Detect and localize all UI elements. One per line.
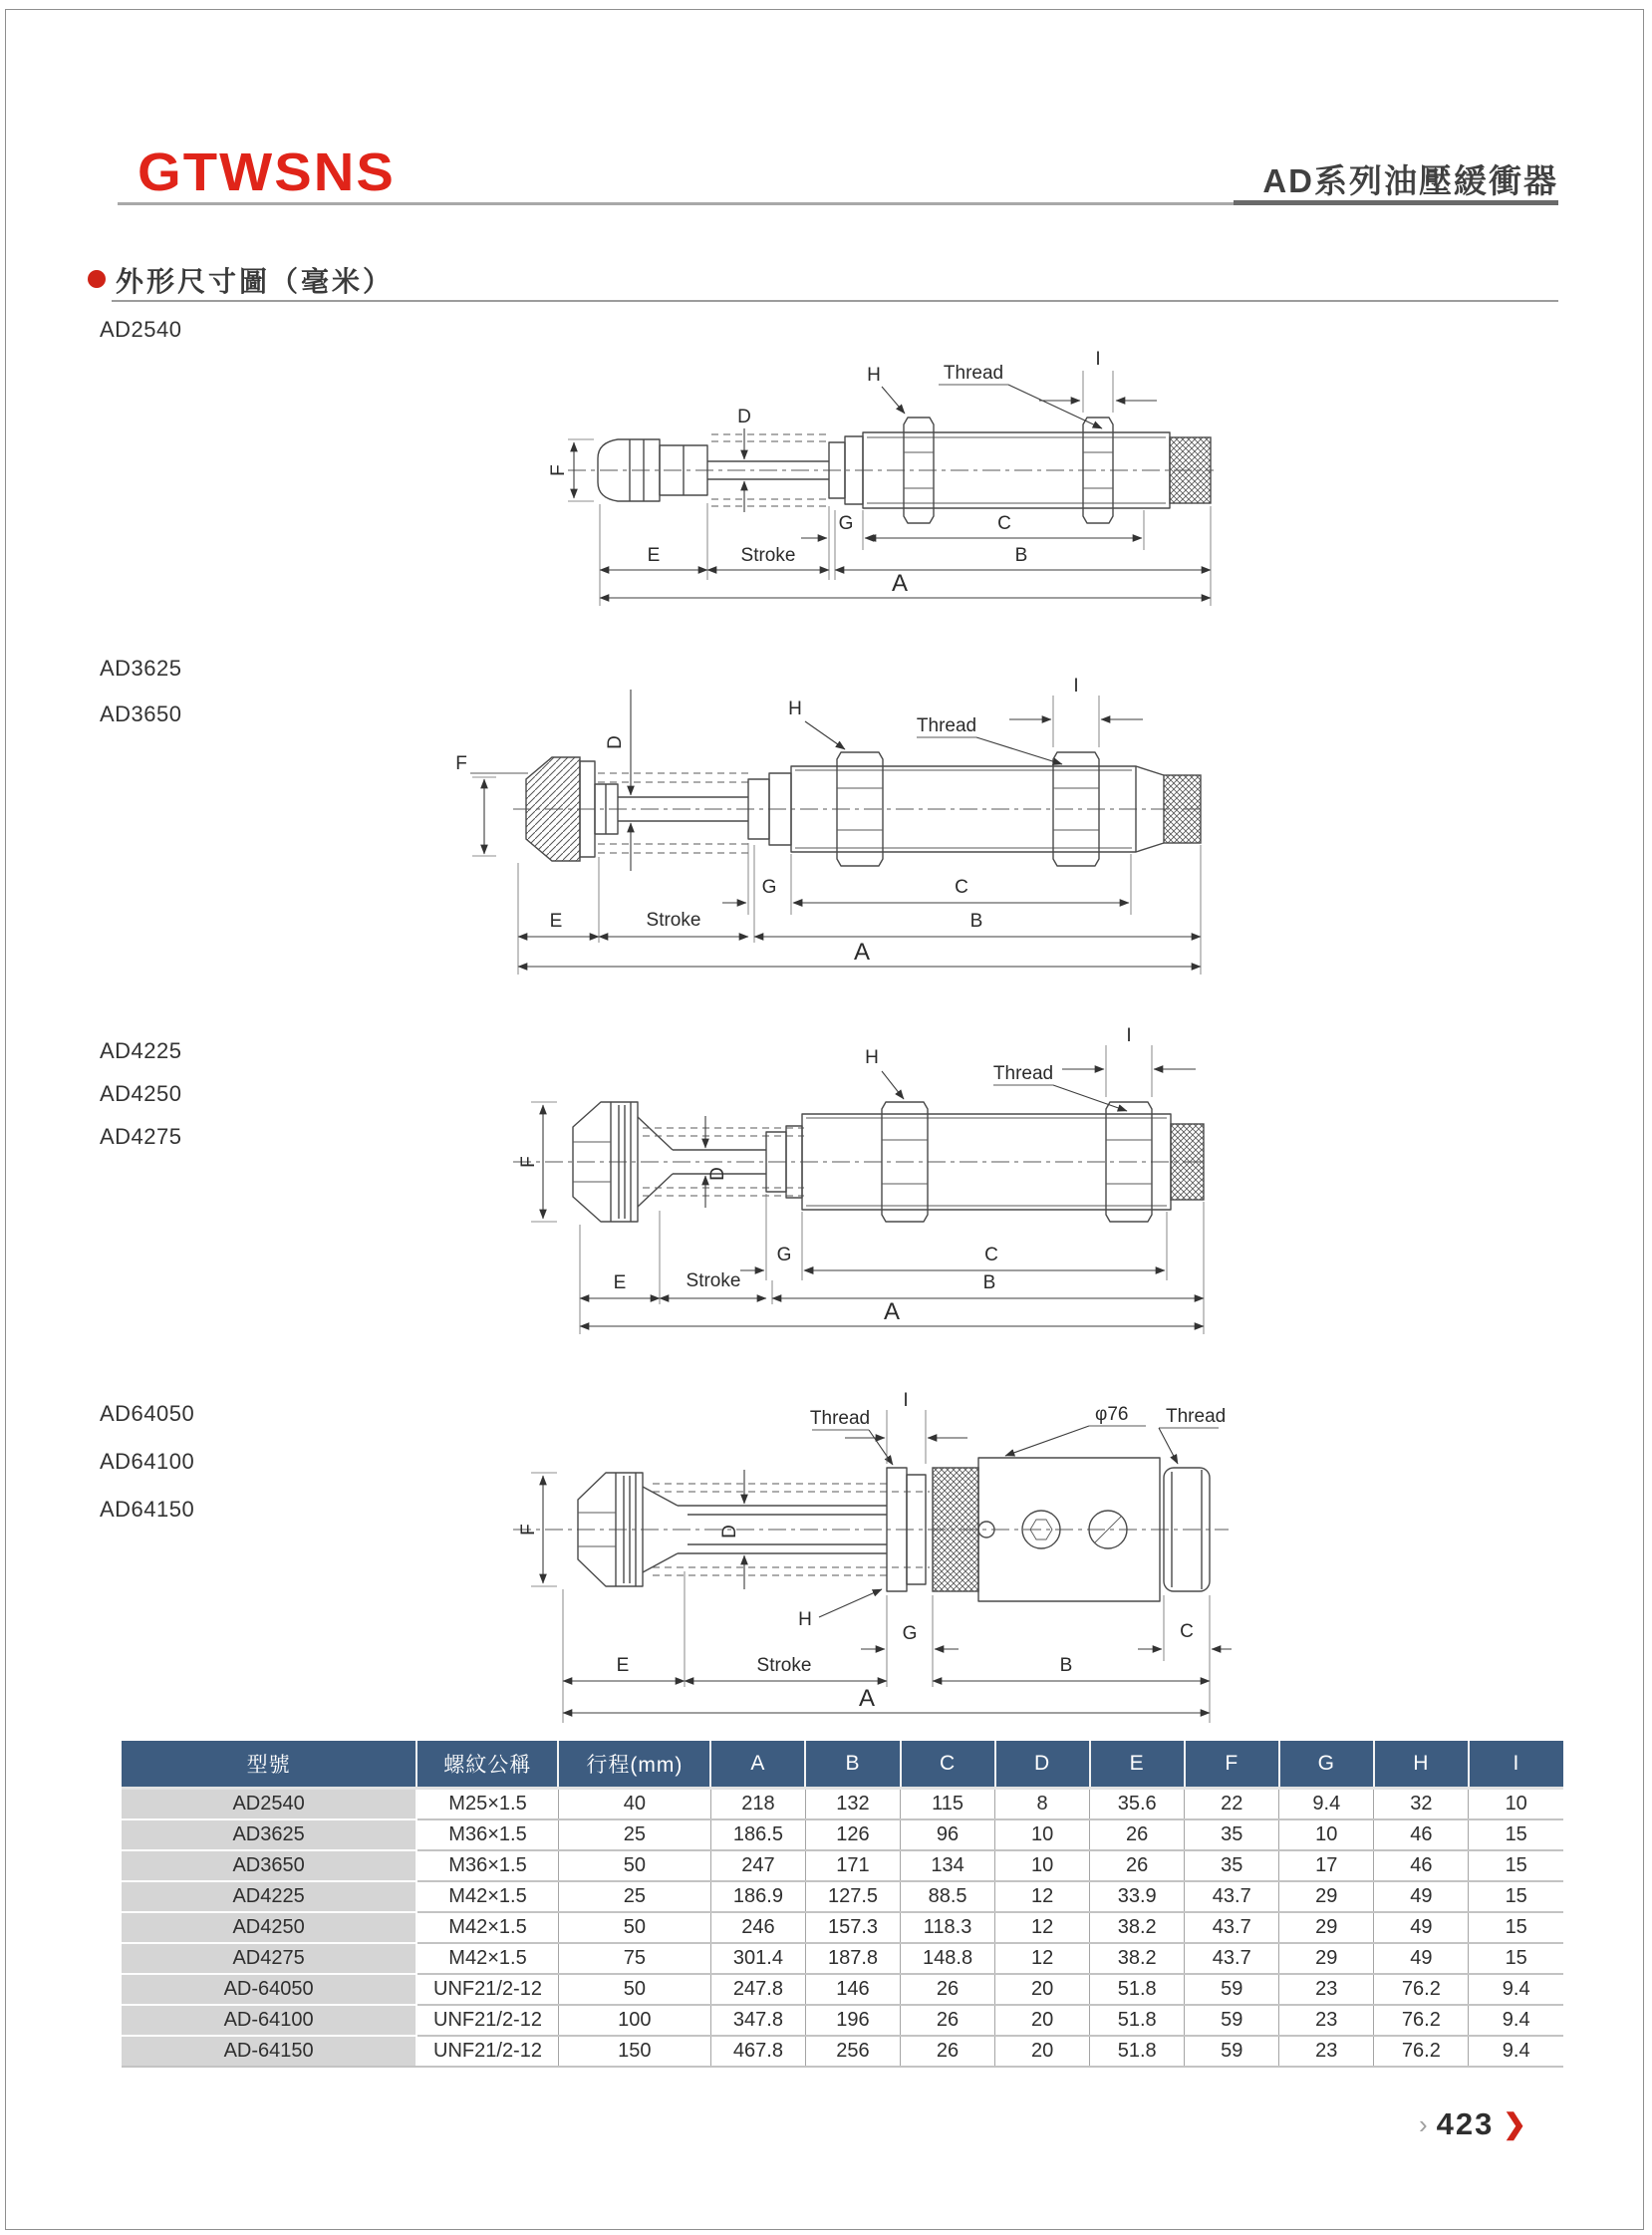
dimension-drawing-ad3625-ad3650 <box>319 658 1206 1016</box>
column-header: D <box>995 1741 1090 1789</box>
value-cell: 150 <box>558 2036 710 2067</box>
model-label: AD4250 <box>100 1081 182 1106</box>
bullet-icon <box>88 270 106 288</box>
dim-label-Stroke: Stroke <box>686 1270 741 1291</box>
dim-label-B: B <box>982 1272 996 1293</box>
dim-label-A: A <box>858 1685 876 1712</box>
spec-table-header-row <box>122 1741 1563 1789</box>
table-row <box>122 1819 1563 1850</box>
value-cell: 96 <box>901 1819 995 1850</box>
model-label: AD3625 <box>100 656 182 681</box>
dim-label-F: F <box>548 464 569 476</box>
value-cell: 15 <box>1469 1850 1563 1881</box>
value-cell: 171 <box>805 1850 900 1881</box>
value-cell: 347.8 <box>710 2005 805 2036</box>
table-row <box>122 1881 1563 1912</box>
value-cell: M25×1.5 <box>416 1789 558 1820</box>
page-number: 423 <box>1436 2106 1495 2141</box>
value-cell: 126 <box>805 1819 900 1850</box>
dim-label-Stroke: Stroke <box>646 910 701 931</box>
dim-label-Stroke: Stroke <box>740 545 796 566</box>
dim-label-G: G <box>902 1623 918 1644</box>
dim-label-phi76: φ76 <box>1095 1404 1129 1425</box>
dim-label-I: I <box>1095 349 1101 370</box>
value-cell: 15 <box>1469 1943 1563 1974</box>
column-header: 螺紋公稱 <box>416 1741 558 1789</box>
value-cell: 12 <box>995 1943 1090 1974</box>
value-cell: 43.7 <box>1185 1912 1279 1943</box>
value-cell: 115 <box>901 1789 995 1820</box>
value-cell: 10 <box>1279 1819 1374 1850</box>
series-title: AD系列油壓緩衝器 <box>1262 162 1558 199</box>
dim-label-Thread2: Thread <box>1166 1406 1227 1427</box>
model-label: AD2540 <box>100 317 182 342</box>
dim-label-G: G <box>838 513 854 534</box>
dim-label-C: C <box>1180 1621 1194 1642</box>
model-label: AD64050 <box>100 1401 195 1426</box>
model-cell: AD3625 <box>122 1819 416 1850</box>
dim-label-D: D <box>707 1167 728 1181</box>
dim-label-Thread: Thread <box>916 715 977 736</box>
dim-label-Thread: Thread <box>809 1408 871 1429</box>
table-row <box>122 1912 1563 1943</box>
dim-label-D: D <box>605 735 626 749</box>
model-cell: AD-64150 <box>122 2036 416 2067</box>
model-label: AD4225 <box>100 1038 182 1063</box>
value-cell: 35.6 <box>1090 1789 1185 1820</box>
dimension-lines <box>518 1025 1204 1334</box>
value-cell: 76.2 <box>1374 1974 1469 2005</box>
value-cell: 23 <box>1279 2036 1374 2067</box>
prev-page-icon: › <box>1419 2108 1428 2139</box>
value-cell: 43.7 <box>1185 1881 1279 1912</box>
model-label: AD3650 <box>100 701 182 726</box>
value-cell: 49 <box>1374 1881 1469 1912</box>
dim-label-H: H <box>798 1609 812 1630</box>
header-divider-accent <box>1234 200 1558 205</box>
value-cell: 20 <box>995 2005 1090 2036</box>
value-cell: 50 <box>558 1912 710 1943</box>
dim-label-E: E <box>613 1272 627 1293</box>
dim-label-A: A <box>853 939 871 966</box>
value-cell: 256 <box>805 2036 900 2067</box>
dim-label-H: H <box>867 365 881 386</box>
column-header: 行程(mm) <box>558 1741 710 1789</box>
value-cell: 23 <box>1279 2005 1374 2036</box>
value-cell: 301.4 <box>710 1943 805 1974</box>
dim-label-Thread: Thread <box>943 363 1004 384</box>
value-cell: 20 <box>995 2036 1090 2067</box>
dimension-lines <box>548 349 1211 606</box>
value-cell: 467.8 <box>710 2036 805 2067</box>
dim-label-A: A <box>891 570 909 597</box>
value-cell: 9.4 <box>1469 2005 1563 2036</box>
column-header: C <box>901 1741 995 1789</box>
dim-label-C: C <box>955 877 968 898</box>
value-cell: 247.8 <box>710 1974 805 2005</box>
table-row <box>122 1943 1563 1974</box>
dim-label-D: D <box>737 407 751 427</box>
model-label: AD64100 <box>100 1449 195 1474</box>
value-cell: 35 <box>1185 1819 1279 1850</box>
column-header: F <box>1185 1741 1279 1789</box>
value-cell: 25 <box>558 1819 710 1850</box>
value-cell: 76.2 <box>1374 2036 1469 2067</box>
column-header: H <box>1374 1741 1469 1789</box>
value-cell: 9.4 <box>1279 1789 1374 1820</box>
dim-label-B: B <box>1014 545 1028 566</box>
value-cell: 187.8 <box>805 1943 900 1974</box>
value-cell: 38.2 <box>1090 1943 1185 1974</box>
dim-label-E: E <box>647 545 661 566</box>
value-cell: 10 <box>1469 1789 1563 1820</box>
model-cell: AD-64100 <box>122 2005 416 2036</box>
page-footer <box>1419 2108 1526 2139</box>
value-cell: M42×1.5 <box>416 1943 558 1974</box>
value-cell: 146 <box>805 1974 900 2005</box>
value-cell: 22 <box>1185 1789 1279 1820</box>
dim-label-G: G <box>776 1245 792 1265</box>
dimension-lines <box>518 1390 1232 1723</box>
model-cell: AD4275 <box>122 1943 416 1974</box>
value-cell: M42×1.5 <box>416 1912 558 1943</box>
value-cell: 218 <box>710 1789 805 1820</box>
value-cell: 246 <box>710 1912 805 1943</box>
value-cell: 132 <box>805 1789 900 1820</box>
value-cell: 50 <box>558 1974 710 2005</box>
next-page-icon: ❯ <box>1503 2107 1526 2139</box>
value-cell: 186.5 <box>710 1819 805 1850</box>
dim-label-C: C <box>997 513 1011 534</box>
value-cell: 49 <box>1374 1912 1469 1943</box>
value-cell: 29 <box>1279 1881 1374 1912</box>
value-cell: 59 <box>1185 2036 1279 2067</box>
table-row <box>122 2005 1563 2036</box>
absorber-outline <box>513 1102 1204 1222</box>
value-cell: 127.5 <box>805 1881 900 1912</box>
model-cell: AD2540 <box>122 1789 416 1820</box>
dim-label-Stroke: Stroke <box>756 1655 812 1676</box>
value-cell: 100 <box>558 2005 710 2036</box>
value-cell: 40 <box>558 1789 710 1820</box>
dim-label-C: C <box>984 1245 998 1265</box>
absorber-outline <box>513 752 1204 866</box>
value-cell: 196 <box>805 2005 900 2036</box>
dim-label-I: I <box>1073 676 1079 697</box>
value-cell: UNF21/2-12 <box>416 2005 558 2036</box>
model-cell: AD3650 <box>122 1850 416 1881</box>
dim-label-I: I <box>1126 1025 1132 1046</box>
value-cell: 25 <box>558 1881 710 1912</box>
column-header: 型號 <box>122 1741 416 1789</box>
column-header: I <box>1469 1741 1563 1789</box>
column-header: A <box>710 1741 805 1789</box>
value-cell: M36×1.5 <box>416 1850 558 1881</box>
value-cell: 51.8 <box>1090 2005 1185 2036</box>
value-cell: 75 <box>558 1943 710 1974</box>
column-header: E <box>1090 1741 1185 1789</box>
dim-label-H: H <box>788 698 802 719</box>
dimension-drawing-ad64050-ad64100-ad64150 <box>374 1380 1236 1739</box>
value-cell: 59 <box>1185 1974 1279 2005</box>
value-cell: 43.7 <box>1185 1943 1279 1974</box>
spec-table <box>122 1741 1563 2068</box>
column-header: B <box>805 1741 900 1789</box>
brand-logo: GTWSNS <box>138 142 396 202</box>
dimension-drawing-ad4225-ad4250-ad4275 <box>374 1021 1206 1360</box>
absorber-outline <box>568 418 1214 523</box>
section-title: 外形尺寸圖（毫米） <box>116 266 395 297</box>
dim-label-A: A <box>883 1298 901 1325</box>
value-cell: 26 <box>1090 1819 1185 1850</box>
value-cell: 12 <box>995 1881 1090 1912</box>
model-cell: AD-64050 <box>122 1974 416 2005</box>
value-cell: 49 <box>1374 1943 1469 1974</box>
table-row <box>122 1974 1563 2005</box>
table-row <box>122 1789 1563 1820</box>
value-cell: 76.2 <box>1374 2005 1469 2036</box>
value-cell: 50 <box>558 1850 710 1881</box>
dim-label-E: E <box>549 911 563 932</box>
model-cell: AD4225 <box>122 1881 416 1912</box>
value-cell: 186.9 <box>710 1881 805 1912</box>
value-cell: UNF21/2-12 <box>416 1974 558 2005</box>
value-cell: 15 <box>1469 1912 1563 1943</box>
value-cell: 12 <box>995 1912 1090 1943</box>
model-cell: AD4250 <box>122 1912 416 1943</box>
value-cell: 8 <box>995 1789 1090 1820</box>
value-cell: 118.3 <box>901 1912 995 1943</box>
value-cell: 46 <box>1374 1819 1469 1850</box>
value-cell: 157.3 <box>805 1912 900 1943</box>
value-cell: 38.2 <box>1090 1912 1185 1943</box>
value-cell: M42×1.5 <box>416 1881 558 1912</box>
value-cell: 10 <box>995 1819 1090 1850</box>
value-cell: 148.8 <box>901 1943 995 1974</box>
dimension-drawing-ad2540 <box>379 239 1216 618</box>
value-cell: 23 <box>1279 1974 1374 2005</box>
value-cell: 17 <box>1279 1850 1374 1881</box>
value-cell: 9.4 <box>1469 1974 1563 2005</box>
absorber-outline <box>513 1458 1229 1601</box>
value-cell: 247 <box>710 1850 805 1881</box>
value-cell: 88.5 <box>901 1881 995 1912</box>
column-header: G <box>1279 1741 1374 1789</box>
value-cell: 15 <box>1469 1881 1563 1912</box>
value-cell: 51.8 <box>1090 1974 1185 2005</box>
value-cell: 26 <box>1090 1850 1185 1881</box>
dim-label-F: F <box>455 753 467 774</box>
model-label: AD64150 <box>100 1497 195 1522</box>
model-label: AD4275 <box>100 1124 182 1149</box>
value-cell: 32 <box>1374 1789 1469 1820</box>
dim-label-H: H <box>865 1047 879 1068</box>
dim-label-E: E <box>616 1655 630 1676</box>
value-cell: 46 <box>1374 1850 1469 1881</box>
value-cell: 59 <box>1185 2005 1279 2036</box>
value-cell: 26 <box>901 2005 995 2036</box>
dim-label-G: G <box>761 877 777 898</box>
value-cell: 10 <box>995 1850 1090 1881</box>
value-cell: 29 <box>1279 1943 1374 1974</box>
value-cell: UNF21/2-12 <box>416 2036 558 2067</box>
dim-label-F: F <box>518 1524 539 1536</box>
dim-label-I: I <box>903 1390 909 1411</box>
dim-label-F: F <box>518 1156 539 1168</box>
value-cell: 35 <box>1185 1850 1279 1881</box>
table-row <box>122 1850 1563 1881</box>
dim-label-Thread: Thread <box>992 1063 1054 1084</box>
value-cell: 20 <box>995 1974 1090 2005</box>
value-cell: 15 <box>1469 1819 1563 1850</box>
value-cell: 33.9 <box>1090 1881 1185 1912</box>
table-row <box>122 2036 1563 2067</box>
value-cell: 26 <box>901 1974 995 2005</box>
value-cell: M36×1.5 <box>416 1819 558 1850</box>
value-cell: 29 <box>1279 1912 1374 1943</box>
value-cell: 26 <box>901 2036 995 2067</box>
dim-label-D: D <box>719 1525 740 1538</box>
value-cell: 9.4 <box>1469 2036 1563 2067</box>
value-cell: 51.8 <box>1090 2036 1185 2067</box>
dim-label-B: B <box>969 911 983 932</box>
dim-label-B: B <box>1059 1655 1073 1676</box>
value-cell: 134 <box>901 1850 995 1881</box>
